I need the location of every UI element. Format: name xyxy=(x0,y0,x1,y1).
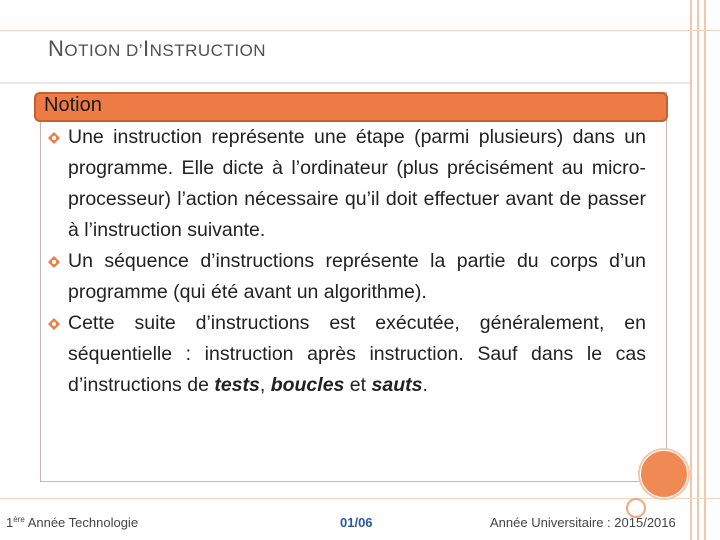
bullet-text: et xyxy=(344,374,372,396)
orange-diamond-icon xyxy=(48,256,60,268)
border-line xyxy=(704,0,706,540)
orange-diamond-icon xyxy=(48,132,60,144)
bullet-text: . xyxy=(422,374,428,396)
list-item xyxy=(48,308,646,401)
bullet-text: boucles xyxy=(270,374,345,396)
title-underline xyxy=(0,82,690,84)
decorative-circle-large xyxy=(640,450,688,498)
top-rule xyxy=(0,30,720,31)
list-item xyxy=(48,122,646,246)
footer-course: 1ère Année Technologie xyxy=(6,515,139,530)
bullet-list xyxy=(48,122,646,401)
list-item xyxy=(48,246,646,308)
border-line xyxy=(690,0,692,540)
page-number: 01/06 xyxy=(340,515,373,530)
bullet-text: tests xyxy=(214,374,260,396)
bullet-text: Cette suite d’instructions est exécutée, généralement, en séquentielle : instruction après instruction. Sauf dans le cas d’instructions de xyxy=(68,312,646,396)
bottom-rule xyxy=(0,498,720,499)
bullet-text: Une instruction représente une étape (parmi plusieurs) dans un programme. Elle dicte à l’ordinateur (plus précisément au micro-processeur) l’action nécessaire qu’il doit effectuer avant de passer à l’instruction suivante. xyxy=(68,126,646,241)
section-heading-bar xyxy=(34,92,668,122)
bullet-text: , xyxy=(259,374,271,396)
border-line xyxy=(697,0,699,540)
bullet-text: Un séquence d’instructions représente la partie du corps d’un programme (qui été avant un algorithme). xyxy=(68,250,646,303)
page-title: NOTION D’INSTRUCTION xyxy=(48,36,267,61)
bullet-text: sauts xyxy=(371,374,423,396)
section-heading: Notion xyxy=(44,94,102,116)
orange-diamond-icon xyxy=(48,318,60,330)
footer-year: Année Universitaire : 2015/2016 xyxy=(490,515,676,530)
